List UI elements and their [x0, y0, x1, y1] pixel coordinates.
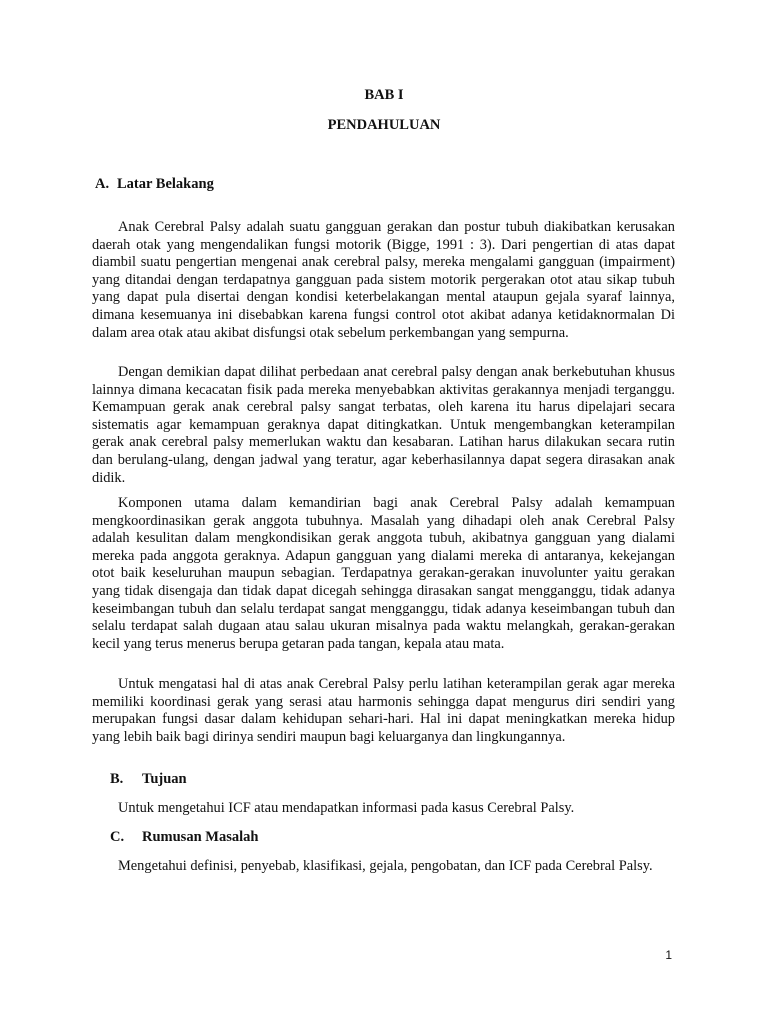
page-number: 1	[665, 948, 672, 962]
section-title: Tujuan	[142, 771, 187, 787]
section-heading-latar-belakang	[95, 176, 214, 193]
paragraph-latar-belakang-3: Komponen utama dalam kemandirian bagi anak Cerebral Palsy adalah kemampuan mengkoordinasikan gerak anggota tubuhnya. Masalah yang dihadapi oleh anak Cerebral Palsy adalah kesulitan dalam mengkondisikan gerak anggota tubuh, akibatnya gangguan yang dialami mereka pada anggota geraknya. Adapun gangguan yang dialami mereka di antaranya, kekejangan otot baik keseluruhan maupun sebagian. Terdapatnya gerakan-gerakan inuvolunter yaitu gerakan yang tidak disengaja dan tidak dapat dicegah sehingga dirasakan sangat mengganggu, tidak adanya keseimbangan tubuh dan selalu terdapat sangat mengganggu, tidak adanya keseimbangan tubuh dan selalu terdapat salah dugaan atau salau ukuran misalnya pada waktu melangkah, gerakan-gerakan kecil yang terus menerus berupa getaran pada tangan, kepala atau mata.	[92, 495, 675, 652]
section-number: A.	[95, 176, 110, 192]
section-heading-rumusan-masalah	[110, 829, 258, 846]
section-title: Rumusan Masalah	[142, 829, 259, 845]
paragraph-latar-belakang-4: Untuk mengatasi hal di atas anak Cerebral Palsy perlu latihan keterampilan gerak agar mereka memiliki koordinasi gerak yang serasi atau harmonis sehingga dapat mengurus diri sendiri yang merupakan fungsi dasar dalam kehidupan sehari-hari. Hal ini dapat meningkatkan mereka hidup yang lebih baik bagi dirinya sendiri maupun bagi keluarganya dan lingkungannya.	[92, 676, 675, 745]
paragraph-rumusan-masalah: Mengetahui definisi, penyebab, klasifikasi, gejala, pengobatan, dan ICF pada Cerebral Palsy.	[118, 858, 653, 874]
section-title: Latar Belakang	[117, 176, 214, 192]
chapter-label: BAB I	[364, 87, 404, 103]
section-heading-tujuan	[110, 771, 187, 788]
chapter-title: PENDAHULUAN	[327, 117, 441, 133]
paragraph-latar-belakang-2: Dengan demikian dapat dilihat perbedaan anat cerebral palsy dengan anak berkebutuhan khusus lainnya dimana kecacatan fisik pada mereka menyebabkan aktivitas gerakannya menjadi terganggu. Kemampuan gerak anak cerebral palsy sangat terbatas, oleh karena itu harus dipelajari secara sistematis agar kemampuan geraknya dapat ditingkatkan. Untuk mengembangkan keterampilan gerak anak cerebral palsy memerlukan waktu dan kesabaran. Latihan harus dilakukan secara rutin dan berulang-ulang, dengan jadwal yang teratur, agar keberhasilannya dapat segera dirasakan anak didik.	[92, 364, 675, 486]
paragraph-tujuan: Untuk mengetahui ICF atau mendapatkan informasi pada kasus Cerebral Palsy.	[118, 800, 575, 816]
section-number: C.	[110, 829, 125, 845]
section-number: B.	[110, 771, 124, 787]
paragraph-latar-belakang-1: Anak Cerebral Palsy adalah suatu gangguan gerakan dan postur tubuh diakibatkan kerusakan daerah otak yang mengendalikan fungsi motorik (Bigge, 1991 : 3). Dari pengertian di atas dapat diambil suatu pengertian mengenai anak cerebral palsy, mereka mengalami gangguan (impairment) yang ditandai dengan terdapatnya gangguan pada sistem motorik pergerakan otot atau sikap tubuh yang dapat pula disertai dengan kondisi keterbelakangan mental ataupun gejala syaraf lainnya, dimana kesemuanya ini disebabkan karena fungsi control otot akibat adanya ketidaknormalan Di dalam area otak atau akibat disfungsi otak sebelum perkembangan yang sempurna.	[92, 219, 675, 341]
